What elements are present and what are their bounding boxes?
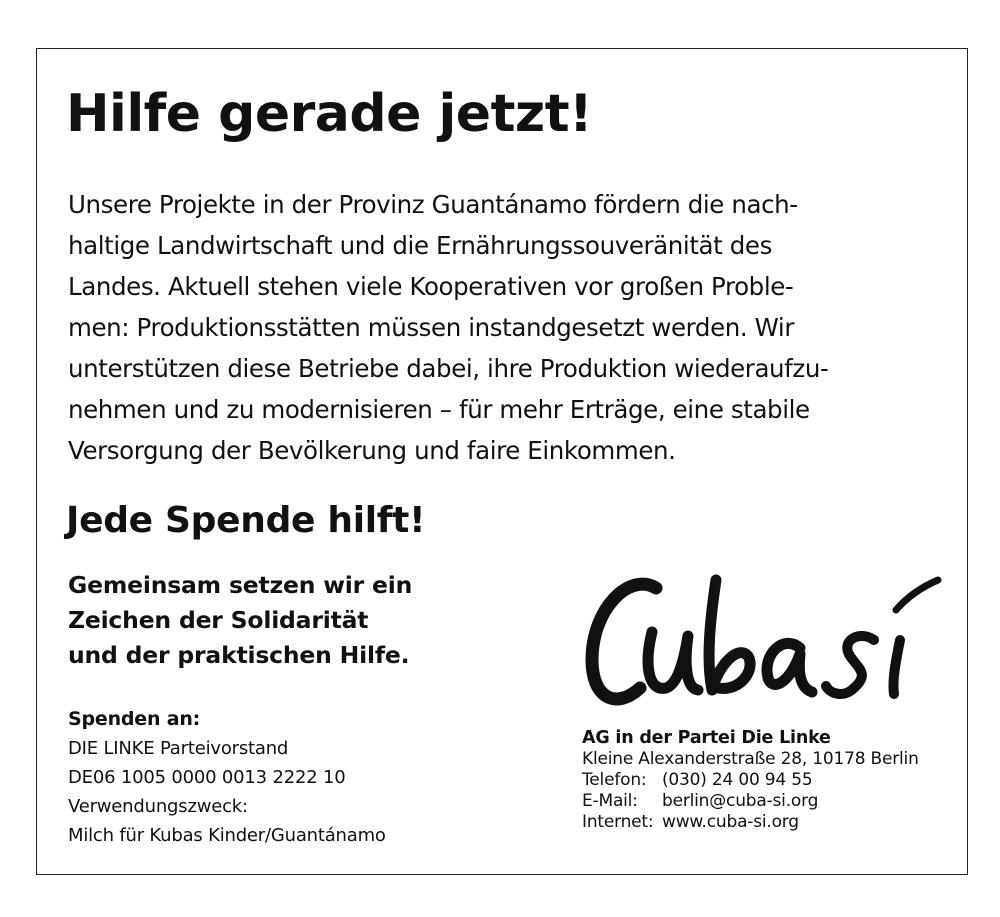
body-line: unterstützen diese Betriebe dabei, ihre Produktion wiederaufzu- [68,354,829,383]
body-text [68,184,968,471]
solidarity-text [68,568,412,673]
solidarity-line: Zeichen der Solidarität [68,606,369,634]
subheadline: Jede Spende hilft! [66,500,426,541]
body-line: men: Produktionsstätten müssen instandgesetzt werden. Wir [68,313,795,342]
web-address[interactable]: www.cuba-si.org [662,812,799,832]
email-address[interactable]: berlin@cuba-si.org [662,791,819,811]
body-line: nehmen und zu modernisieren – für mehr Erträge, eine stabile [68,395,810,424]
body-line: haltige Landwirtschaft und die Ernährungssouveränität des [68,231,772,260]
headline: Hilfe gerade jetzt! [66,84,593,144]
body-line: Versorgung der Bevölkerung und faire Einkommen. [68,436,676,465]
donation-recipient: DIE LINKE Parteivorstand [68,738,289,759]
body-line: Unsere Projekte in der Provinz Guantánamo fördern die nach- [68,190,798,219]
email-label: E-Mail: [582,791,638,811]
donation-info [68,705,386,850]
contact-address: Kleine Alexanderstraße 28, 10178 Berlin [582,749,919,769]
cuba-si-logo [578,560,958,725]
body-line: Landes. Aktuell stehen viele Kooperativen vor großen Proble- [68,272,794,301]
donation-iban: DE06 1005 0000 0013 2222 10 [68,767,346,788]
phone-label: Telefon: [582,770,647,790]
solidarity-line: und der praktischen Hilfe. [68,641,410,669]
donation-purpose-label: Verwendungszweck: [68,796,248,817]
contact-web-row [582,812,919,833]
donation-label: Spenden an: [68,708,201,730]
solidarity-line: Gemeinsam setzen wir ein [68,571,413,599]
contact-phone-row [582,770,919,791]
contact-info [582,728,919,833]
phone-number: (030) 24 00 94 55 [662,770,813,790]
contact-email-row [582,791,919,812]
web-label: Internet: [582,812,654,832]
contact-org: AG in der Partei Die Linke [582,728,831,748]
donation-purpose: Milch für Kubas Kinder/Guantánamo [68,825,386,846]
